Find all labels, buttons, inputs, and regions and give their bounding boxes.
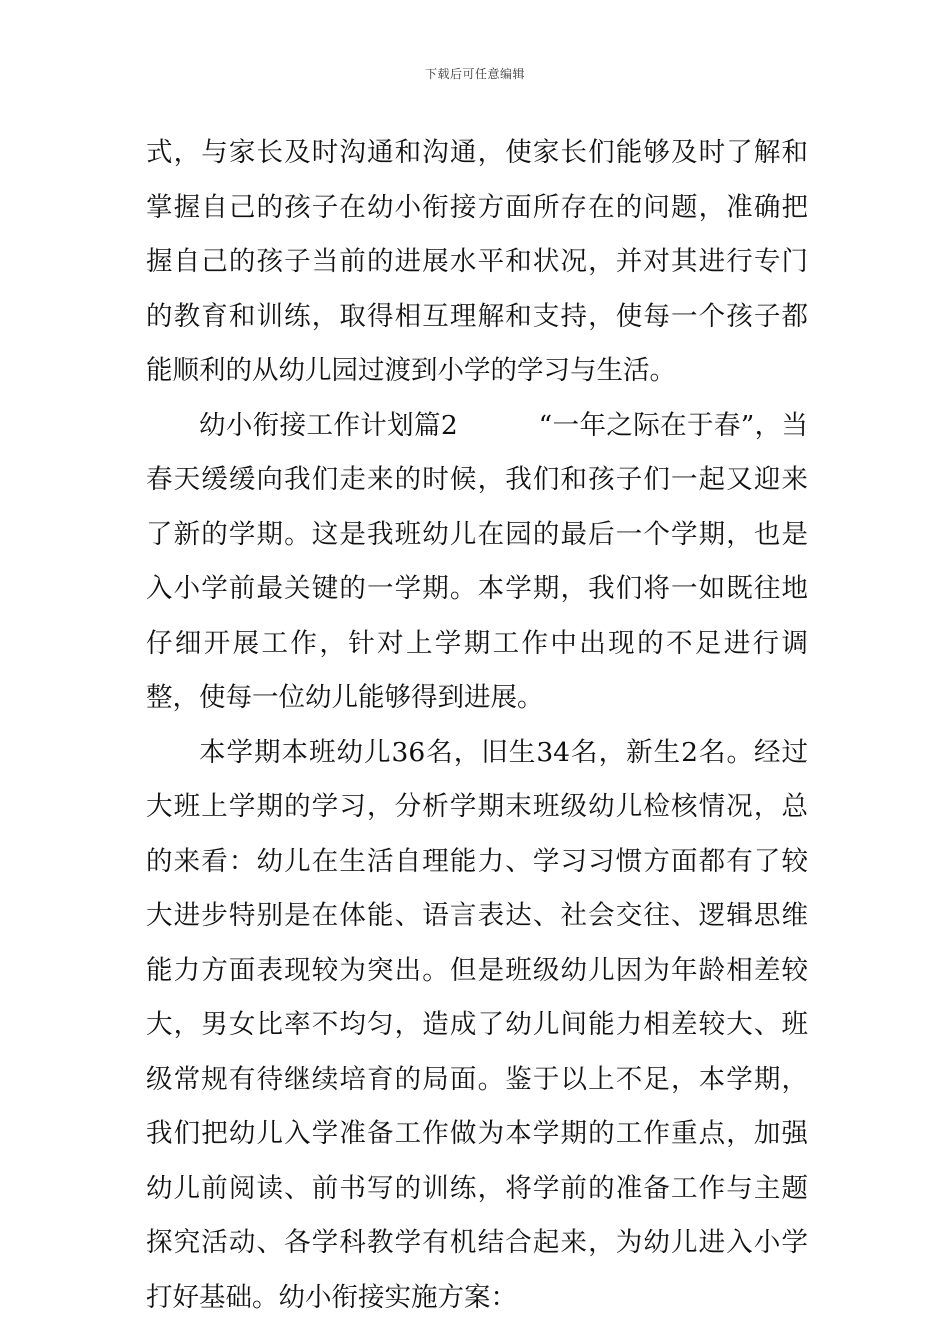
paragraph-class-analysis: 本学期本班幼儿36名，旧生34名，新生2名。经过大班上学期的学习，分析学期末班级幼儿检核情况，总的来看：幼儿在生活自理能力、学习习惯方面都有了较大进步特别是在体能、语言表达、社会交往、逻辑思维能力方面表现较为突出。但是班级幼儿因为年龄相差较大，男女比率不均匀，造成了幼儿间能力相差较大、班级常规有待继续培育的局面。鉴于以上不足，本学期，我们把幼儿入学准备工作做为本学期的工作重点，加强幼儿前阅读、前书写的训练，将学前的准备工作与主题探究活动、各学科教学有机结合起来，为幼儿进入小学打好基础。幼小衔接实施方案：	[146, 736, 808, 1313]
paragraph-plan-intro: 幼小衔接工作计划篇2 “一年之际在于春”，当春天缓缓向我们走来的时候，我们和孩子们一起又迎来了新的学期。这是我班幼儿在园的最后一个学期，也是入小学前最关键的一学期。本学期，我们将一如既往地仔细开展工作，针对上学期工作中出现的不足进行调整，使每一位幼儿能够得到进展。	[146, 409, 808, 713]
paragraph-continuation: 式，与家长及时沟通和沟通，使家长们能够及时了解和掌握自己的孩子在幼小衔接方面所存在的问题，准确把握自己的孩子当前的进展水平和状况，并对其进行专门的教育和训练，取得相互理解和支持，使每一个孩子都能顺利的从幼儿园过渡到小学的学习与生活。	[146, 137, 808, 386]
page-header: 下载后可任意编辑	[424, 67, 525, 81]
document-body	[146, 126, 808, 1325]
